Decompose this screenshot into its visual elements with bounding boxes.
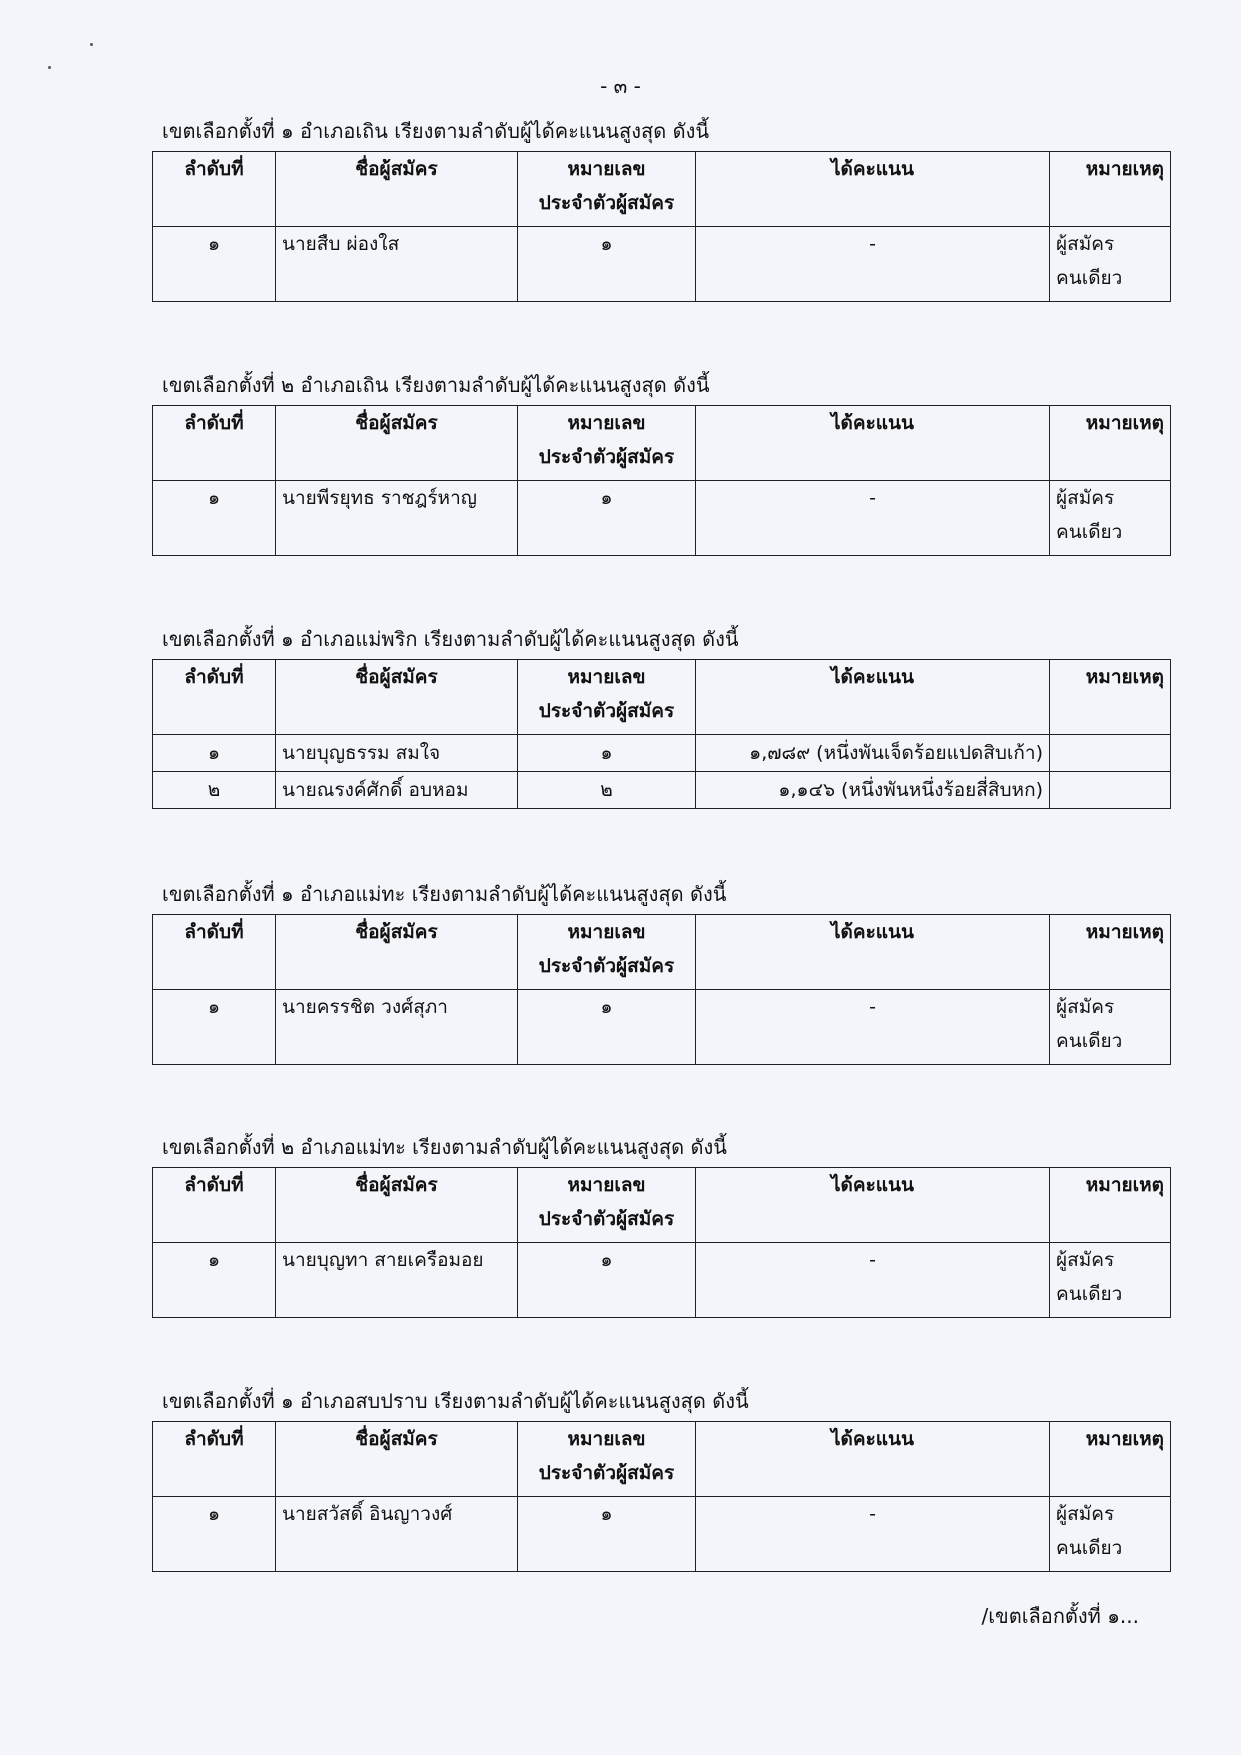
- results-table: [152, 659, 1171, 809]
- number-cell: ๑: [518, 1243, 696, 1318]
- rank-cell: ๑: [153, 481, 276, 556]
- note-header: หมายเหตุ: [1050, 152, 1171, 227]
- table-row: [153, 227, 1171, 302]
- rank-header: ลำดับที่: [153, 152, 276, 227]
- header-row: [153, 152, 1171, 227]
- name-header: ชื่อผู้สมัคร: [276, 152, 518, 227]
- results-table: [152, 1167, 1171, 1318]
- rank-cell: ๑: [153, 735, 276, 772]
- name-header: ชื่อผู้สมัคร: [276, 1422, 518, 1497]
- rank-cell: ๑: [153, 990, 276, 1065]
- continuation-note: /เขตเลือกตั้งที่ ๑...: [981, 1604, 1139, 1628]
- number-cell: ๒: [518, 772, 696, 809]
- table-row: [153, 735, 1171, 772]
- number-header: หมายเลข ประจำตัวผู้สมัคร: [518, 1168, 696, 1243]
- name-cell: นายณรงค์ศักดิ์ อบหอม: [276, 772, 518, 809]
- rank-cell: ๑: [153, 1497, 276, 1572]
- note-header: หมายเหตุ: [1050, 660, 1171, 735]
- table-row: [153, 772, 1171, 809]
- rank-cell: ๑: [153, 1243, 276, 1318]
- name-cell: นายครรชิต วงศ์สุภา: [276, 990, 518, 1065]
- score-cell: -: [696, 1243, 1050, 1318]
- score-cell: -: [696, 1497, 1050, 1572]
- number-cell: ๑: [518, 1497, 696, 1572]
- rank-header: ลำดับที่: [153, 915, 276, 990]
- election-section: [152, 619, 1170, 809]
- results-table: [152, 405, 1171, 556]
- score-header: ได้คะแนน: [696, 406, 1050, 481]
- note-cell: ผู้สมัคร คนเดียว: [1050, 227, 1171, 302]
- score-header: ได้คะแนน: [696, 660, 1050, 735]
- number-header: หมายเลข ประจำตัวผู้สมัคร: [518, 915, 696, 990]
- page-number: - ๓ -: [600, 74, 641, 98]
- note-cell: ผู้สมัคร คนเดียว: [1050, 1243, 1171, 1318]
- note-cell: ผู้สมัคร คนเดียว: [1050, 481, 1171, 556]
- number-header: หมายเลข ประจำตัวผู้สมัคร: [518, 152, 696, 227]
- name-header: ชื่อผู้สมัคร: [276, 660, 518, 735]
- election-section: [152, 874, 1170, 1065]
- section-heading: เขตเลือกตั้งที่ ๒ อำเภอเถิน เรียงตามลำดับผู้ได้คะแนนสูงสุด ดังนี้: [162, 373, 710, 397]
- score-cell: ๑,๗๘๙ (หนึ่งพันเจ็ดร้อยแปดสิบเก้า): [696, 735, 1050, 772]
- name-cell: นายพีรยุทธ ราชฎร์หาญ: [276, 481, 518, 556]
- number-header: หมายเลข ประจำตัวผู้สมัคร: [518, 660, 696, 735]
- name-header: ชื่อผู้สมัคร: [276, 406, 518, 481]
- score-cell: -: [696, 481, 1050, 556]
- scan-speck: [90, 43, 93, 46]
- table-row: [153, 1497, 1171, 1572]
- note-cell: ผู้สมัคร คนเดียว: [1050, 990, 1171, 1065]
- note-header: หมายเหตุ: [1050, 1422, 1171, 1497]
- section-heading: เขตเลือกตั้งที่ ๑ อำเภอแม่ทะ เรียงตามลำดับผู้ได้คะแนนสูงสุด ดังนี้: [162, 882, 727, 906]
- score-cell: -: [696, 227, 1050, 302]
- number-cell: ๑: [518, 990, 696, 1065]
- rank-cell: ๑: [153, 227, 276, 302]
- number-cell: ๑: [518, 735, 696, 772]
- header-row: [153, 1422, 1171, 1497]
- number-cell: ๑: [518, 481, 696, 556]
- header-row: [153, 406, 1171, 481]
- note-cell: ผู้สมัคร คนเดียว: [1050, 1497, 1171, 1572]
- table-row: [153, 990, 1171, 1065]
- header-row: [153, 1168, 1171, 1243]
- note-header: หมายเหตุ: [1050, 1168, 1171, 1243]
- score-header: ได้คะแนน: [696, 915, 1050, 990]
- score-cell: -: [696, 990, 1050, 1065]
- number-header: หมายเลข ประจำตัวผู้สมัคร: [518, 1422, 696, 1497]
- section-heading: เขตเลือกตั้งที่ ๑ อำเภอสบปราบ เรียงตามลำดับผู้ได้คะแนนสูงสุด ดังนี้: [162, 1389, 749, 1413]
- results-table: [152, 914, 1171, 1065]
- note-cell: [1050, 735, 1171, 772]
- table-row: [153, 481, 1171, 556]
- score-header: ได้คะแนน: [696, 152, 1050, 227]
- election-section: [152, 1381, 1170, 1572]
- note-cell: [1050, 772, 1171, 809]
- name-header: ชื่อผู้สมัคร: [276, 915, 518, 990]
- header-row: [153, 660, 1171, 735]
- name-cell: นายบุญทา สายเครือมอย: [276, 1243, 518, 1318]
- rank-header: ลำดับที่: [153, 1168, 276, 1243]
- rank-header: ลำดับที่: [153, 660, 276, 735]
- results-table: [152, 151, 1171, 302]
- score-header: ได้คะแนน: [696, 1422, 1050, 1497]
- score-cell: ๑,๑๔๖ (หนึ่งพันหนึ่งร้อยสี่สิบหก): [696, 772, 1050, 809]
- rank-header: ลำดับที่: [153, 1422, 276, 1497]
- number-cell: ๑: [518, 227, 696, 302]
- election-section: [152, 1127, 1170, 1318]
- scan-speck: [48, 66, 51, 69]
- number-header: หมายเลข ประจำตัวผู้สมัคร: [518, 406, 696, 481]
- rank-cell: ๒: [153, 772, 276, 809]
- election-section: [152, 111, 1170, 302]
- name-header: ชื่อผู้สมัคร: [276, 1168, 518, 1243]
- results-table: [152, 1421, 1171, 1572]
- rank-header: ลำดับที่: [153, 406, 276, 481]
- name-cell: นายบุญธรรม สมใจ: [276, 735, 518, 772]
- name-cell: นายสวัสดิ์ อินญาวงศ์: [276, 1497, 518, 1572]
- section-heading: เขตเลือกตั้งที่ ๒ อำเภอแม่ทะ เรียงตามลำดับผู้ได้คะแนนสูงสุด ดังนี้: [162, 1135, 727, 1159]
- election-section: [152, 365, 1170, 556]
- section-heading: เขตเลือกตั้งที่ ๑ อำเภอแม่พริก เรียงตามลำดับผู้ได้คะแนนสูงสุด ดังนี้: [162, 627, 739, 651]
- score-header: ได้คะแนน: [696, 1168, 1050, 1243]
- name-cell: นายสืบ ผ่องใส: [276, 227, 518, 302]
- header-row: [153, 915, 1171, 990]
- note-header: หมายเหตุ: [1050, 406, 1171, 481]
- table-row: [153, 1243, 1171, 1318]
- section-heading: เขตเลือกตั้งที่ ๑ อำเภอเถิน เรียงตามลำดับผู้ได้คะแนนสูงสุด ดังนี้: [162, 119, 710, 143]
- note-header: หมายเหตุ: [1050, 915, 1171, 990]
